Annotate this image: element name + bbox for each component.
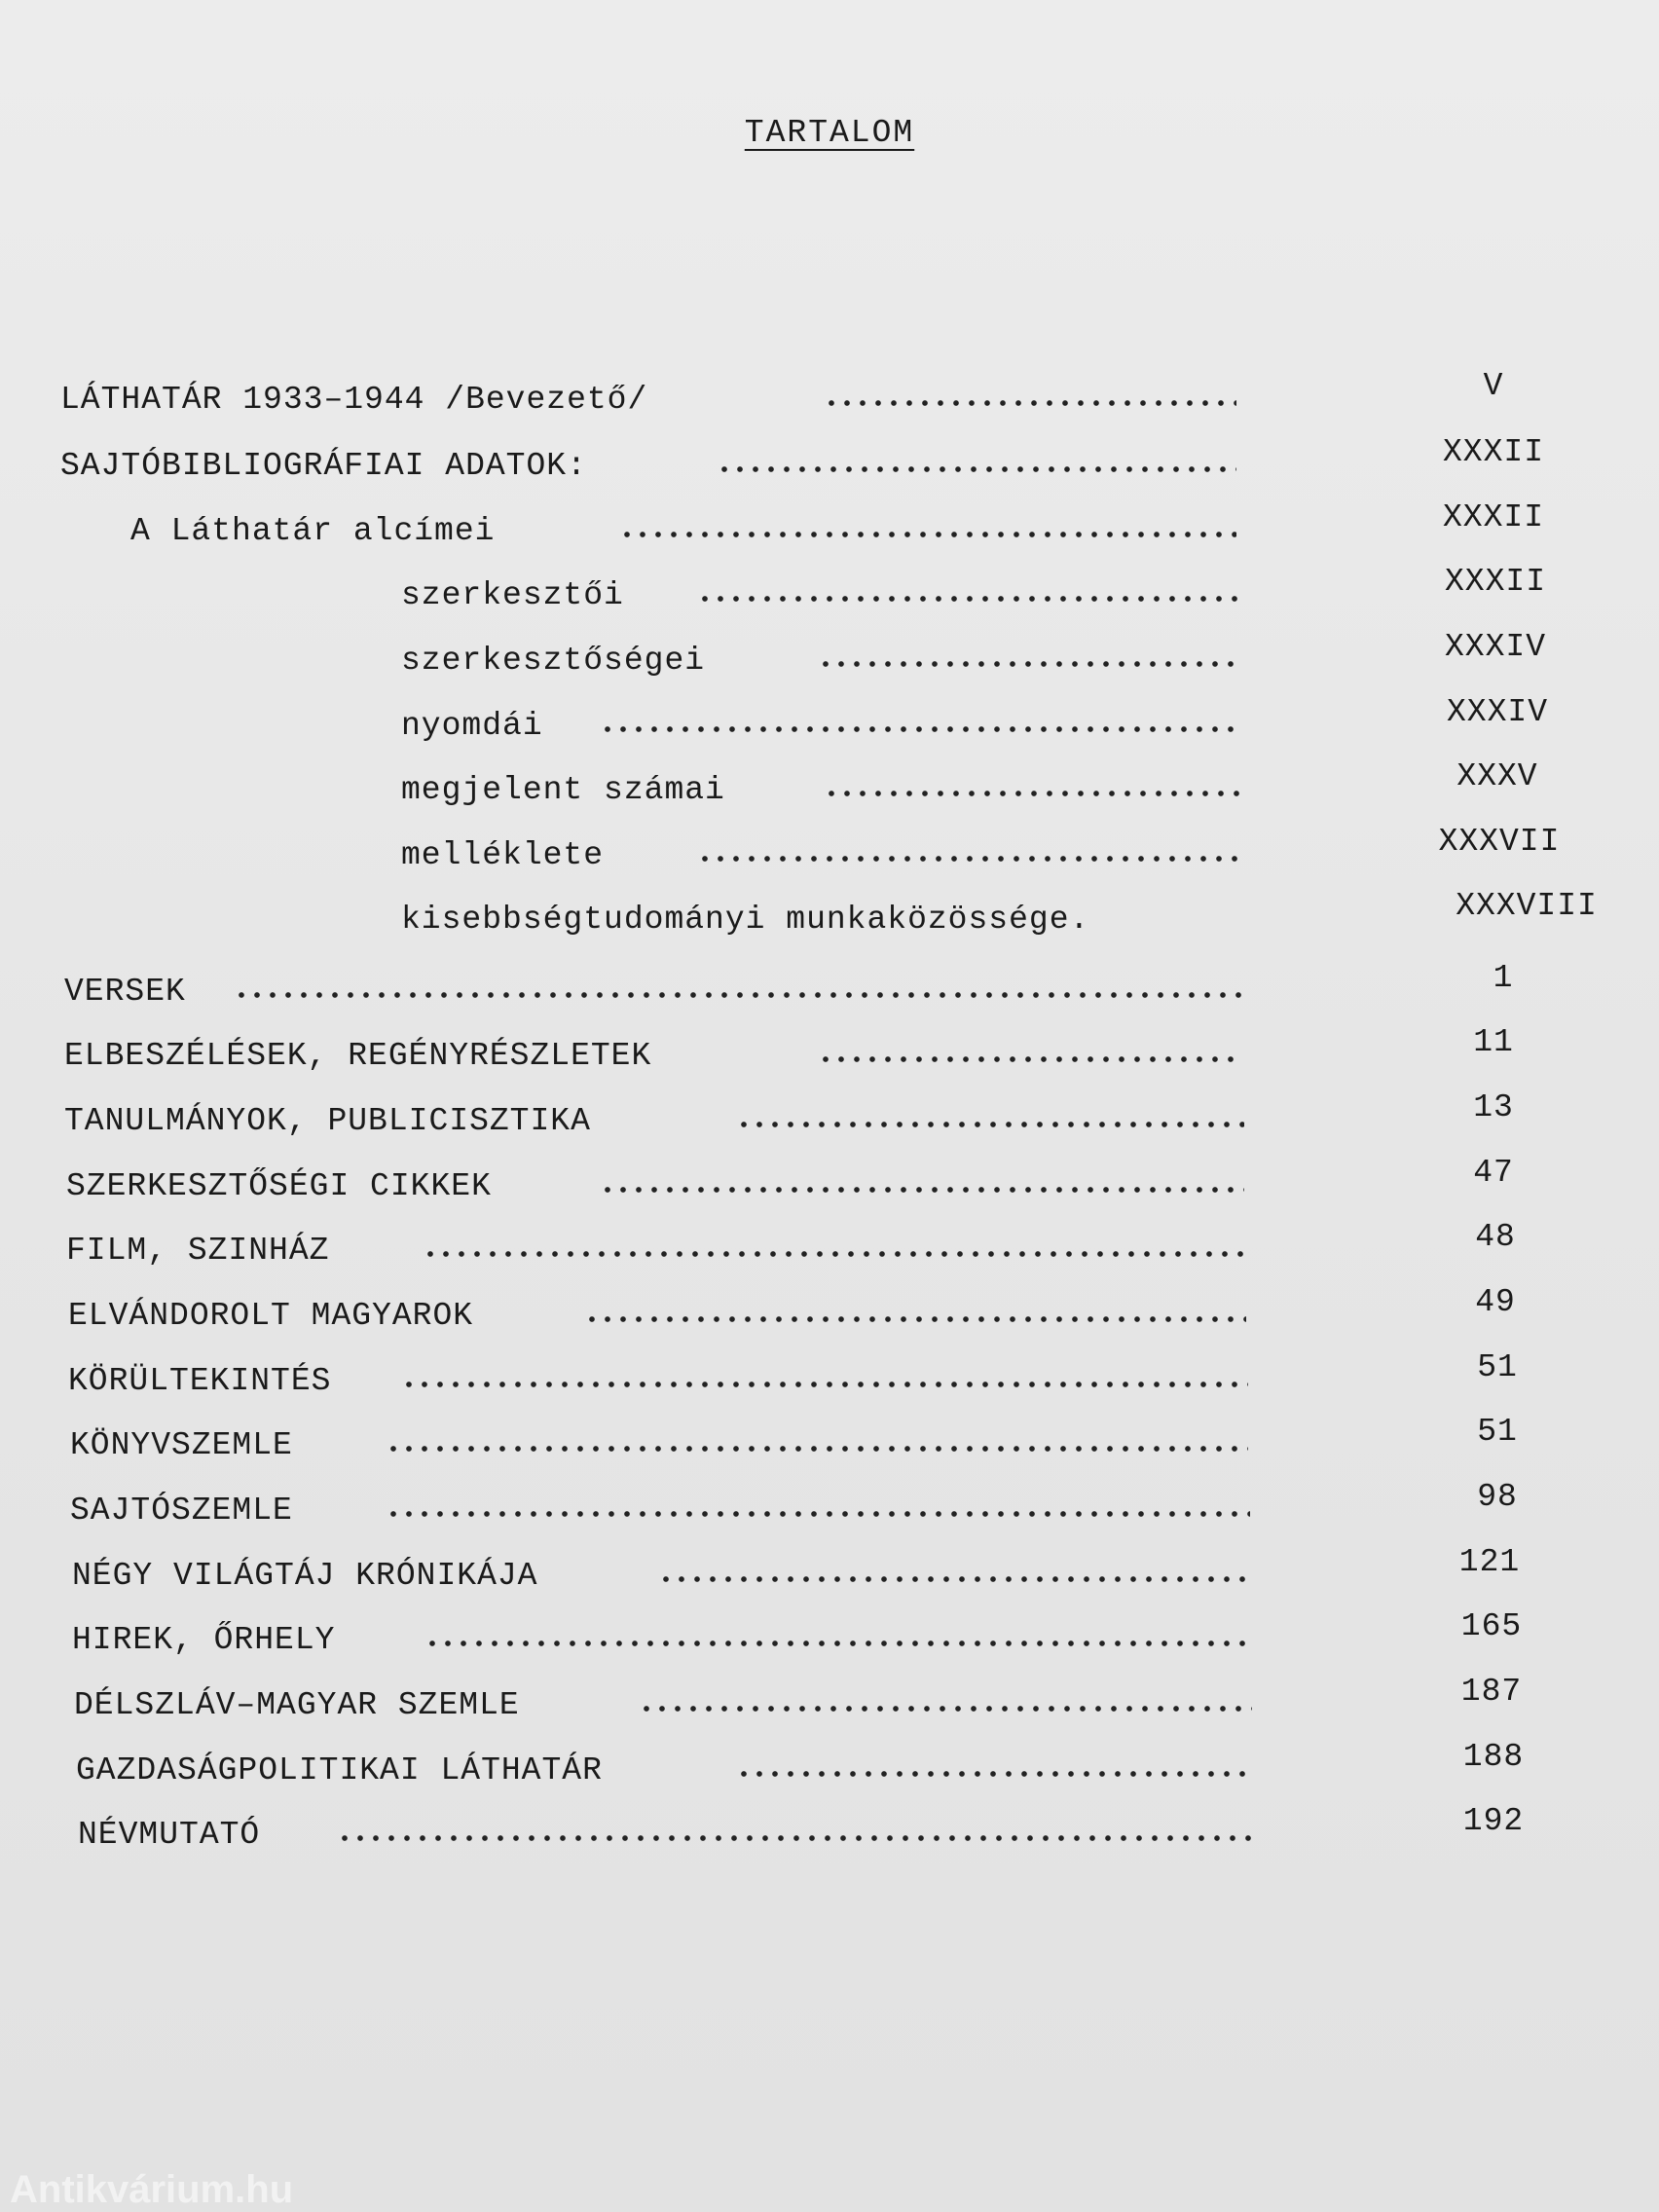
toc-entry (0, 1414, 1659, 1482)
leader-dots (600, 1186, 1244, 1194)
toc-entry-page: XXXIV (1444, 629, 1547, 665)
toc-title-text: TARTALOM (744, 115, 915, 151)
toc-entry-page: 165 (1460, 1608, 1523, 1644)
toc-entry-label: megjelent számai (401, 772, 725, 808)
toc-entry-page: XXXVIII (1456, 888, 1598, 924)
toc-entry-label: NÉGY VILÁGTÁJ KRÓNIKÁJA (72, 1558, 538, 1594)
leader-dots (697, 855, 1242, 863)
toc-entry-page: 188 (1462, 1739, 1525, 1775)
toc-entry (0, 1024, 1659, 1092)
toc-entry (0, 1608, 1659, 1677)
toc-entry (0, 824, 1659, 892)
leader-dots (386, 1510, 1250, 1518)
toc-entry (0, 1739, 1659, 1807)
toc-entry-label: DÉLSZLÁV–MAGYAR SZEMLE (74, 1687, 520, 1723)
toc-entry (0, 694, 1659, 762)
toc-entry-label: FILM, SZINHÁZ (66, 1233, 330, 1269)
toc-entry-page: V (1483, 368, 1504, 404)
leader-dots (824, 399, 1236, 407)
toc-entry-label: KÖRÜLTEKINTÉS (68, 1363, 332, 1399)
toc-entry-label: szerkesztőségei (401, 643, 706, 679)
toc-entry (0, 1544, 1659, 1612)
toc-entry-label: ELVÁNDOROLT MAGYAROK (68, 1298, 474, 1334)
toc-entry-page: XXXII (1442, 434, 1545, 470)
toc-entry-page: 13 (1473, 1089, 1514, 1125)
toc-entry-label: A Láthatár alcímei (130, 513, 496, 549)
toc-entry-page: 47 (1473, 1155, 1514, 1191)
leader-dots (619, 531, 1236, 538)
toc-entry-label: ELBESZÉLÉSEK, REGÉNYRÉSZLETEK (64, 1038, 652, 1074)
toc-entry-label: nyomdái (401, 708, 543, 744)
leader-dots (818, 660, 1238, 668)
leader-dots (658, 1575, 1252, 1583)
leader-dots (717, 465, 1236, 473)
toc-entry (0, 499, 1659, 568)
toc-entry (0, 368, 1659, 436)
toc-entry (0, 758, 1659, 827)
toc-entry-page: XXXV (1456, 758, 1538, 794)
leader-dots (824, 790, 1240, 797)
toc-entry-page: 121 (1458, 1544, 1521, 1580)
toc-entry (0, 1674, 1659, 1742)
toc-entry (0, 1089, 1659, 1158)
leader-dots (697, 595, 1238, 603)
toc-entry (0, 564, 1659, 632)
leader-dots (424, 1640, 1252, 1647)
toc-entry-page: 1 (1493, 960, 1514, 996)
leader-dots (736, 1121, 1244, 1128)
toc-entry-page: 49 (1475, 1284, 1516, 1320)
toc-entry-page: 187 (1460, 1674, 1523, 1710)
toc-entry-page: 48 (1475, 1219, 1516, 1255)
toc-entry-page: 51 (1477, 1414, 1518, 1450)
leader-dots (818, 1055, 1242, 1063)
toc-entry-page: 51 (1477, 1349, 1518, 1385)
toc-entry (0, 1219, 1659, 1287)
toc-entry-label: SZERKESZTŐSÉGI CIKKEK (66, 1168, 492, 1204)
toc-entry-page: 192 (1462, 1803, 1525, 1839)
toc-entry-page: XXXIV (1446, 694, 1549, 730)
toc-entry (0, 1155, 1659, 1223)
leader-dots (736, 1770, 1254, 1778)
toc-entry (0, 1479, 1659, 1547)
leader-dots (386, 1445, 1248, 1453)
toc-entry (0, 960, 1659, 1028)
leader-dots (423, 1250, 1246, 1258)
toc-entry-label: VERSEK (64, 974, 186, 1010)
toc-entry-label: HIREK, ŐRHELY (72, 1622, 336, 1658)
toc-entry-page: 11 (1473, 1024, 1514, 1060)
toc-entry-label: SAJTÓSZEMLE (70, 1493, 293, 1529)
toc-entry-label: GAZDASÁGPOLITIKAI LÁTHATÁR (76, 1752, 603, 1788)
toc-entry-label: NÉVMUTATÓ (78, 1817, 261, 1853)
toc-entry-label: SAJTÓBIBLIOGRÁFIAI ADATOK: (60, 448, 587, 484)
toc-entry-page: XXXVII (1438, 824, 1561, 860)
watermark: Antikvárium.hu (10, 2168, 294, 2211)
toc-entry-label: kisebbségtudományi munkaközössége. (401, 902, 1090, 938)
leader-dots (639, 1705, 1252, 1713)
toc-entry-label: szerkesztői (401, 577, 624, 613)
toc-entry-page: 98 (1477, 1479, 1518, 1515)
toc-entry-label: TANULMÁNYOK, PUBLICISZTIKA (64, 1103, 591, 1139)
toc-entry-label: LÁTHATÁR 1933–1944 /Bevezető/ (60, 382, 648, 418)
toc-entry-label: KÖNYVSZEMLE (70, 1427, 293, 1463)
leader-dots (600, 725, 1240, 733)
toc-entry-page: XXXII (1444, 564, 1547, 600)
toc-entry (0, 1349, 1659, 1418)
toc-entry-page: XXXII (1442, 499, 1545, 535)
leader-dots (584, 1315, 1246, 1323)
leader-dots (234, 991, 1242, 999)
leader-dots (401, 1381, 1248, 1388)
leader-dots (337, 1834, 1254, 1842)
toc-entry (0, 1284, 1659, 1352)
toc-entry (0, 434, 1659, 502)
toc-entry (0, 629, 1659, 697)
toc-entry-label: melléklete (401, 837, 605, 873)
toc-entry (0, 1803, 1659, 1871)
toc-entry (0, 888, 1659, 956)
